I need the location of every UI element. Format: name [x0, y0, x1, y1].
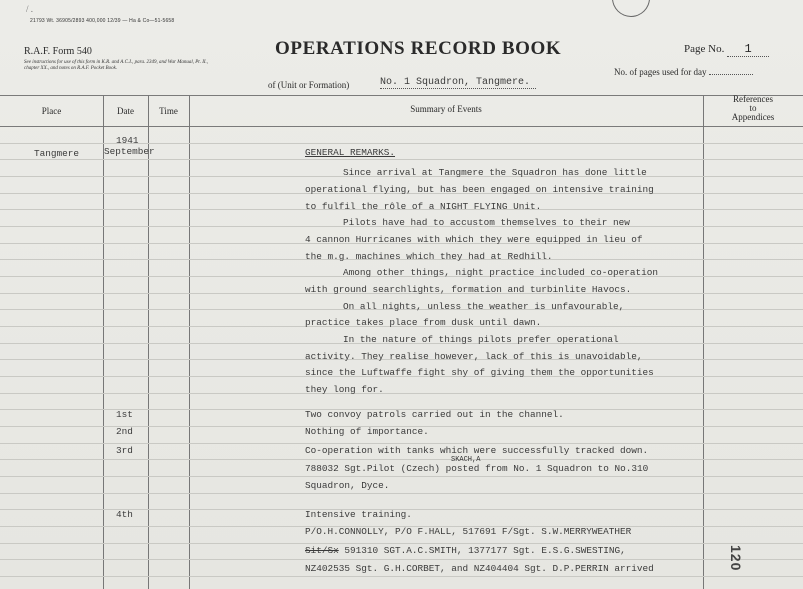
ruled-line [0, 559, 803, 560]
day-summary: P/O.H.CONNOLLY, P/O F.HALL, 517691 F/Sgt. S.W.MERRYWEATHER [305, 526, 632, 537]
day-summary: Co-operation with tanks which were successfully tracked down. [305, 445, 649, 456]
ruled-line [0, 476, 803, 477]
summary-heading: GENERAL REMARKS. [305, 147, 396, 158]
page-number-label: Page No. [684, 43, 725, 55]
form-name: R.A.F. Form 540 [24, 46, 92, 57]
references-label-3: Appendices [731, 112, 775, 122]
corner-stamp-arc [612, 0, 650, 17]
unit-label: of (Unit or Formation) [268, 80, 350, 90]
references-label-1: References [733, 94, 773, 104]
ruled-line [0, 543, 803, 544]
page-number-value: 1 [727, 42, 769, 57]
page-title: OPERATIONS RECORD BOOK [275, 38, 562, 59]
entry-month: September [104, 146, 155, 157]
header-bottom-border [0, 126, 803, 127]
day-date: 3rd [116, 445, 133, 456]
summary-line: 4 cannon Hurricanes with which they were equipped in lieu of [305, 234, 643, 245]
day-date: 2nd [116, 426, 133, 437]
summary-line: Since arrival at Tangmere the Squadron has done little [343, 167, 647, 178]
column-header-time: Time [159, 106, 178, 116]
col-divider [148, 95, 149, 589]
column-header-references [703, 95, 803, 122]
day-summary [305, 463, 648, 474]
day-date: 4th [116, 509, 133, 520]
side-reference-number: 120 [728, 545, 744, 572]
summary-line: since the Luftwaffe fight shy of giving them the opportunities [305, 367, 654, 378]
summary-line: practice takes place from dusk until dawn. [305, 317, 542, 328]
day-summary: Intensive training. [305, 509, 412, 520]
ruled-line [0, 159, 803, 160]
summary-line: Pilots have had to accustom themselves to their new [343, 217, 630, 228]
pencil-mark: / . [26, 4, 34, 14]
summary-line: the m.g. machines which they had at Redhill. [305, 251, 553, 262]
ruled-line [0, 576, 803, 577]
summary-line: to fulfil the rôle of a NIGHT FLYING Unit. [305, 201, 542, 212]
inserted-name: SKACH,A [451, 456, 481, 464]
summary-line: On all nights, unless the weather is unfavourable, [343, 301, 625, 312]
page-number [684, 42, 769, 57]
ruled-line [0, 493, 803, 494]
posting-word: posted [445, 463, 480, 474]
posting-airman: 788032 Sgt.Pilot (Czech) [305, 463, 441, 474]
pages-used-blank [709, 74, 753, 75]
column-header-place: Place [41, 106, 62, 116]
arrivals-line: 591310 SGT.A.C.SMITH, 1377177 Sgt. E.S.G.SWESTING, [344, 545, 626, 556]
posting-destination: from No. 1 Squadron to No.310 [485, 463, 649, 474]
unit-value: No. 1 Squadron, Tangmere. [380, 77, 536, 89]
summary-line: operational flying, but has been engaged on intensive training [305, 184, 654, 195]
summary-line: they long for. [305, 384, 384, 395]
col-divider [189, 95, 190, 589]
entry-place: Tangmere [34, 148, 80, 159]
pages-used [614, 67, 753, 77]
references-label-2: to [749, 103, 757, 113]
day-date: 1st [116, 409, 133, 420]
ruled-line [0, 393, 803, 394]
column-header-summary: Summary of Events [410, 104, 482, 114]
table-top-border [0, 95, 803, 96]
ruled-line [0, 443, 803, 444]
col-divider [703, 95, 704, 589]
summary-line: activity. They realise however, lack of this is unavoidable, [305, 351, 643, 362]
record-table [0, 95, 803, 589]
summary-line: Among other things, night practice included co-operation [343, 267, 659, 278]
entry-year: 1941 [116, 135, 139, 146]
day-summary: Two convoy patrols carried out in the channel. [305, 409, 564, 420]
day-summary [305, 545, 626, 556]
summary-line: In the nature of things pilots prefer operational [343, 334, 619, 345]
form-instructions: See instructions for use of this form in K.R. and A.C.I., para. 2349, and War Manual, Pt. II., chapter XX., and notes on R.A.F. Pocket Book. [24, 60, 209, 71]
printer-line: 21793 Wt. 36905/2893 400,000 12/39 — Ha & Co—51-5658 [30, 18, 175, 24]
column-header-date: Date [117, 106, 134, 116]
ruled-line [0, 459, 803, 460]
day-summary: NZ402535 Sgt. G.H.CORBET, and NZ404404 Sgt. D.P.PERRIN arrived [305, 563, 654, 574]
summary-line: with ground searchlights, formation and turbinlite Havocs. [305, 284, 632, 295]
day-summary: Nothing of importance. [305, 426, 429, 437]
struck-text: Sit/Sx [305, 545, 339, 556]
day-summary: Squadron, Dyce. [305, 480, 390, 491]
col-divider [103, 95, 104, 589]
pages-used-label: No. of pages used for day [614, 67, 707, 77]
